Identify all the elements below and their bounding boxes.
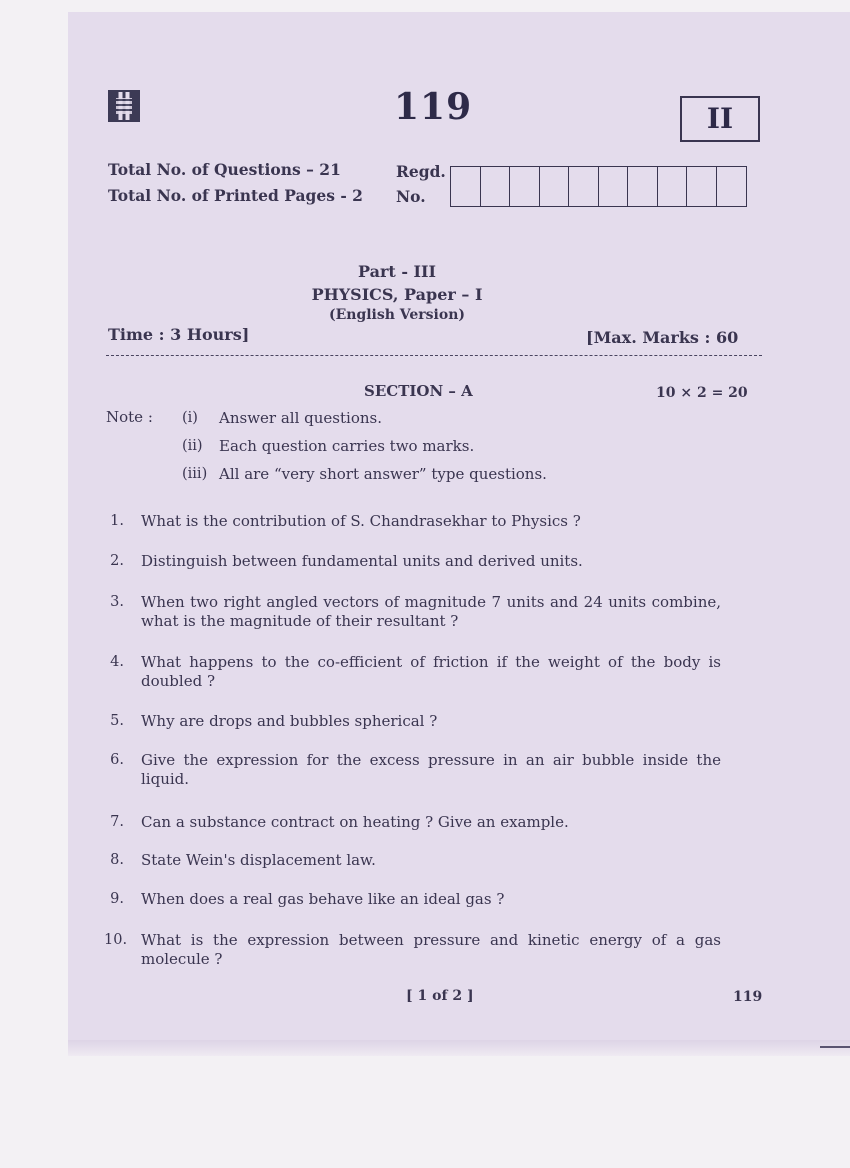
header-divider [106, 355, 762, 356]
regd-box [481, 167, 511, 206]
regd-label: Regd. [396, 162, 446, 181]
note-item-text: Answer all questions. [219, 409, 382, 427]
question-text: Why are drops and bubbles spherical ? [141, 712, 438, 730]
regd-no-label: No. [396, 187, 426, 206]
paper-code: 119 [394, 86, 473, 128]
question-text: What is the contribution of S. Chandrasekhar to Physics ? [141, 512, 581, 530]
question-number: 7. [110, 814, 124, 830]
section-title: SECTION – A [364, 382, 473, 400]
max-marks: [Max. Marks : 60 [586, 328, 739, 347]
regd-box [569, 167, 599, 206]
part-title: Part - III [357, 262, 437, 281]
question-text: Distinguish between fundamental units and derived units. [141, 552, 583, 570]
page-indicator: [ 1 of 2 ] [406, 988, 474, 1004]
question-number: 8. [110, 852, 124, 868]
regd-box [540, 167, 570, 206]
question-number: 3. [110, 594, 124, 610]
question-number: 5. [110, 713, 124, 729]
total-questions: Total No. of Questions – 21 [108, 160, 341, 179]
note-item-number: (iii) [182, 466, 208, 482]
version-title: (English Version) [328, 307, 466, 323]
total-printed-pages: Total No. of Printed Pages - 2 [108, 186, 363, 205]
question-number: 10. [104, 932, 128, 948]
exam-time: Time : 3 Hours] [108, 325, 250, 344]
regd-box [717, 167, 747, 206]
note-item-text: Each question carries two marks. [219, 437, 475, 455]
set-label-box: II [680, 96, 760, 142]
question-text: What happens to the co-efficient of friction if the weight of the body is doubled ? [141, 653, 721, 690]
edge-mark [820, 1046, 850, 1048]
question-text: Give the expression for the excess pressure in an air bubble inside the liquid. [141, 751, 721, 788]
regd-box [510, 167, 540, 206]
question-text: What is the expression between pressure and kinetic energy of a gas molecule ? [141, 931, 721, 968]
question-text: When two right angled vectors of magnitude 7 units and 24 units combine, what is the magnitude of their resultant ? [141, 593, 721, 630]
note-item-text: All are “very short answer” type questions. [219, 465, 547, 483]
question-number: 9. [110, 891, 124, 907]
note-item-number: (i) [182, 410, 198, 426]
question-text: Can a substance contract on heating ? Give an example. [141, 813, 569, 831]
regd-box [628, 167, 658, 206]
question-number: 1. [110, 513, 124, 529]
question-number: 2. [110, 553, 124, 569]
note-label: Note : [106, 408, 153, 426]
question-text: State Wein's displacement law. [141, 851, 376, 869]
qr-code-icon [108, 90, 140, 122]
regd-box [687, 167, 717, 206]
question-number: 4. [110, 654, 124, 670]
question-text: When does a real gas behave like an ideal gas ? [141, 890, 505, 908]
regd-box [599, 167, 629, 206]
registration-number-boxes [450, 166, 747, 207]
subject-title: PHYSICS, Paper – I [311, 285, 483, 304]
regd-box [658, 167, 688, 206]
note-item-number: (ii) [182, 438, 203, 454]
footer-paper-code: 119 [733, 989, 763, 1005]
section-marks: 10 × 2 = 20 [656, 385, 748, 401]
question-number: 6. [110, 752, 124, 768]
paper-bottom-edge [68, 1040, 850, 1056]
regd-box [451, 167, 481, 206]
